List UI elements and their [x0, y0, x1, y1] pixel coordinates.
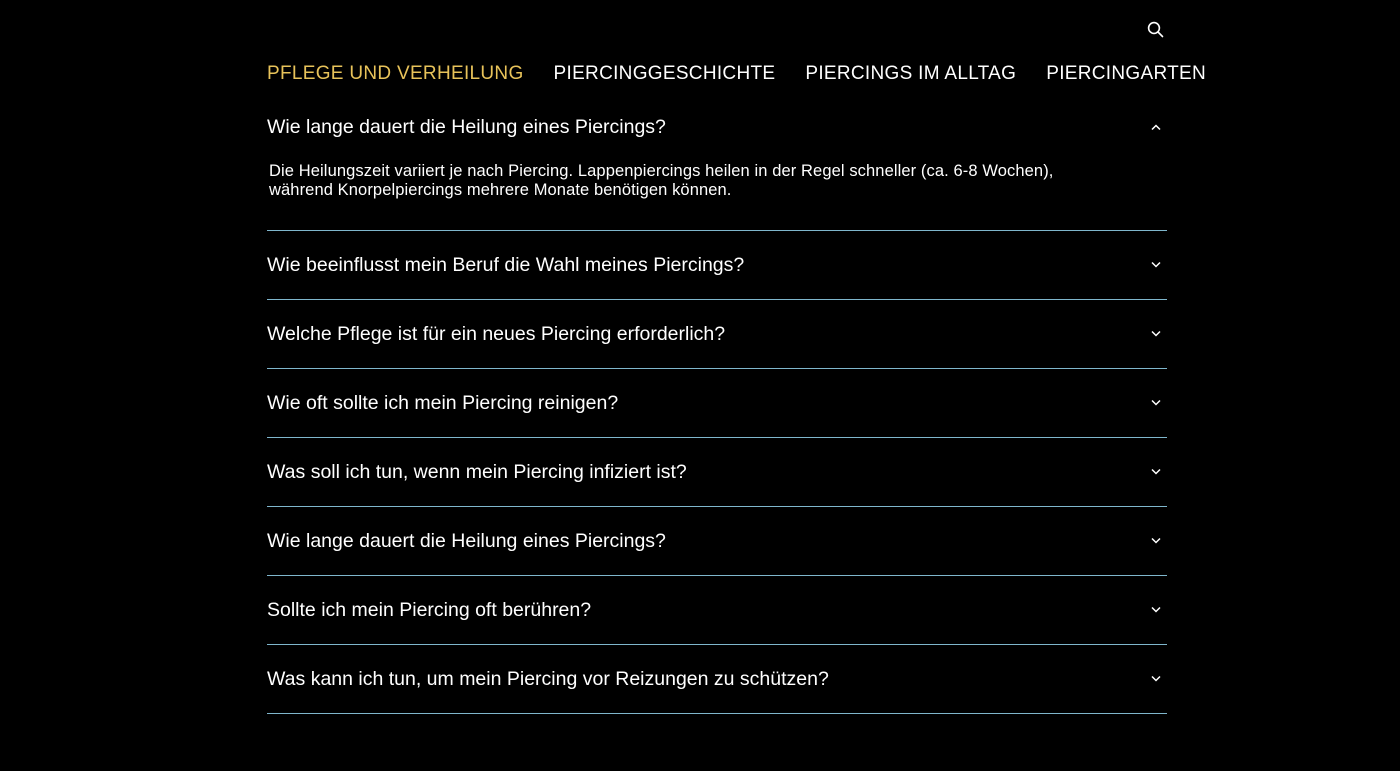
search-icon	[1147, 21, 1164, 43]
faq-question-toggle[interactable]	[267, 576, 1167, 644]
tab-piercings-im-alltag[interactable]: PIERCINGS IM ALLTAG	[805, 63, 1017, 84]
faq-question: Was soll ich tun, wenn mein Piercing infiziert ist?	[267, 460, 687, 483]
chevron-down-icon	[1145, 530, 1167, 552]
tab-pflege-und-verheilung[interactable]: PFLEGE UND VERHEILUNG	[267, 63, 524, 84]
faq-question-toggle[interactable]	[267, 438, 1167, 506]
faq-question: Welche Pflege ist für ein neues Piercing erforderlich?	[267, 322, 726, 345]
faq-question-toggle[interactable]	[267, 507, 1167, 575]
faq-question: Wie lange dauert die Heilung eines Piercings?	[267, 529, 666, 552]
faq-accordion	[267, 92, 1167, 714]
faq-item	[267, 507, 1167, 576]
chevron-down-icon	[1145, 323, 1167, 345]
chevron-down-icon	[1145, 461, 1167, 483]
chevron-down-icon	[1145, 668, 1167, 690]
chevron-up-icon	[1145, 116, 1167, 138]
chevron-down-icon	[1145, 254, 1167, 276]
faq-question: Wie beeinflusst mein Beruf die Wahl meines Piercings?	[267, 253, 745, 276]
faq-question: Wie lange dauert die Heilung eines Piercings?	[267, 115, 666, 138]
faq-question: Sollte ich mein Piercing oft berühren?	[267, 598, 592, 621]
tab-piercinggeschichte[interactable]: PIERCINGGESCHICHTE	[553, 63, 776, 84]
category-tabs	[267, 61, 1206, 87]
faq-item	[267, 92, 1167, 231]
faq-item	[267, 576, 1167, 645]
faq-question: Was kann ich tun, um mein Piercing vor Reizungen zu schützen?	[267, 667, 829, 690]
faq-item	[267, 300, 1167, 369]
faq-question-toggle[interactable]	[267, 369, 1167, 437]
faq-question-toggle[interactable]	[267, 92, 1167, 162]
chevron-down-icon	[1145, 392, 1167, 414]
faq-item	[267, 438, 1167, 507]
faq-item	[267, 645, 1167, 714]
faq-question-toggle[interactable]	[267, 231, 1167, 299]
search-button[interactable]	[1144, 21, 1166, 43]
faq-item	[267, 231, 1167, 300]
faq-item	[267, 369, 1167, 438]
chevron-down-icon	[1145, 599, 1167, 621]
faq-question-toggle[interactable]	[267, 645, 1167, 713]
faq-question-toggle[interactable]	[267, 300, 1167, 368]
faq-answer: Die Heilungszeit variiert je nach Piercing. Lappenpiercings heilen in der Regel schneller (ca. 6-8 Wochen), während Knorpelpiercings mehrere Monate benötigen können.	[269, 162, 1054, 199]
tab-piercingarten[interactable]: PIERCINGARTEN	[1046, 63, 1207, 84]
faq-question: Wie oft sollte ich mein Piercing reinigen?	[267, 391, 619, 414]
